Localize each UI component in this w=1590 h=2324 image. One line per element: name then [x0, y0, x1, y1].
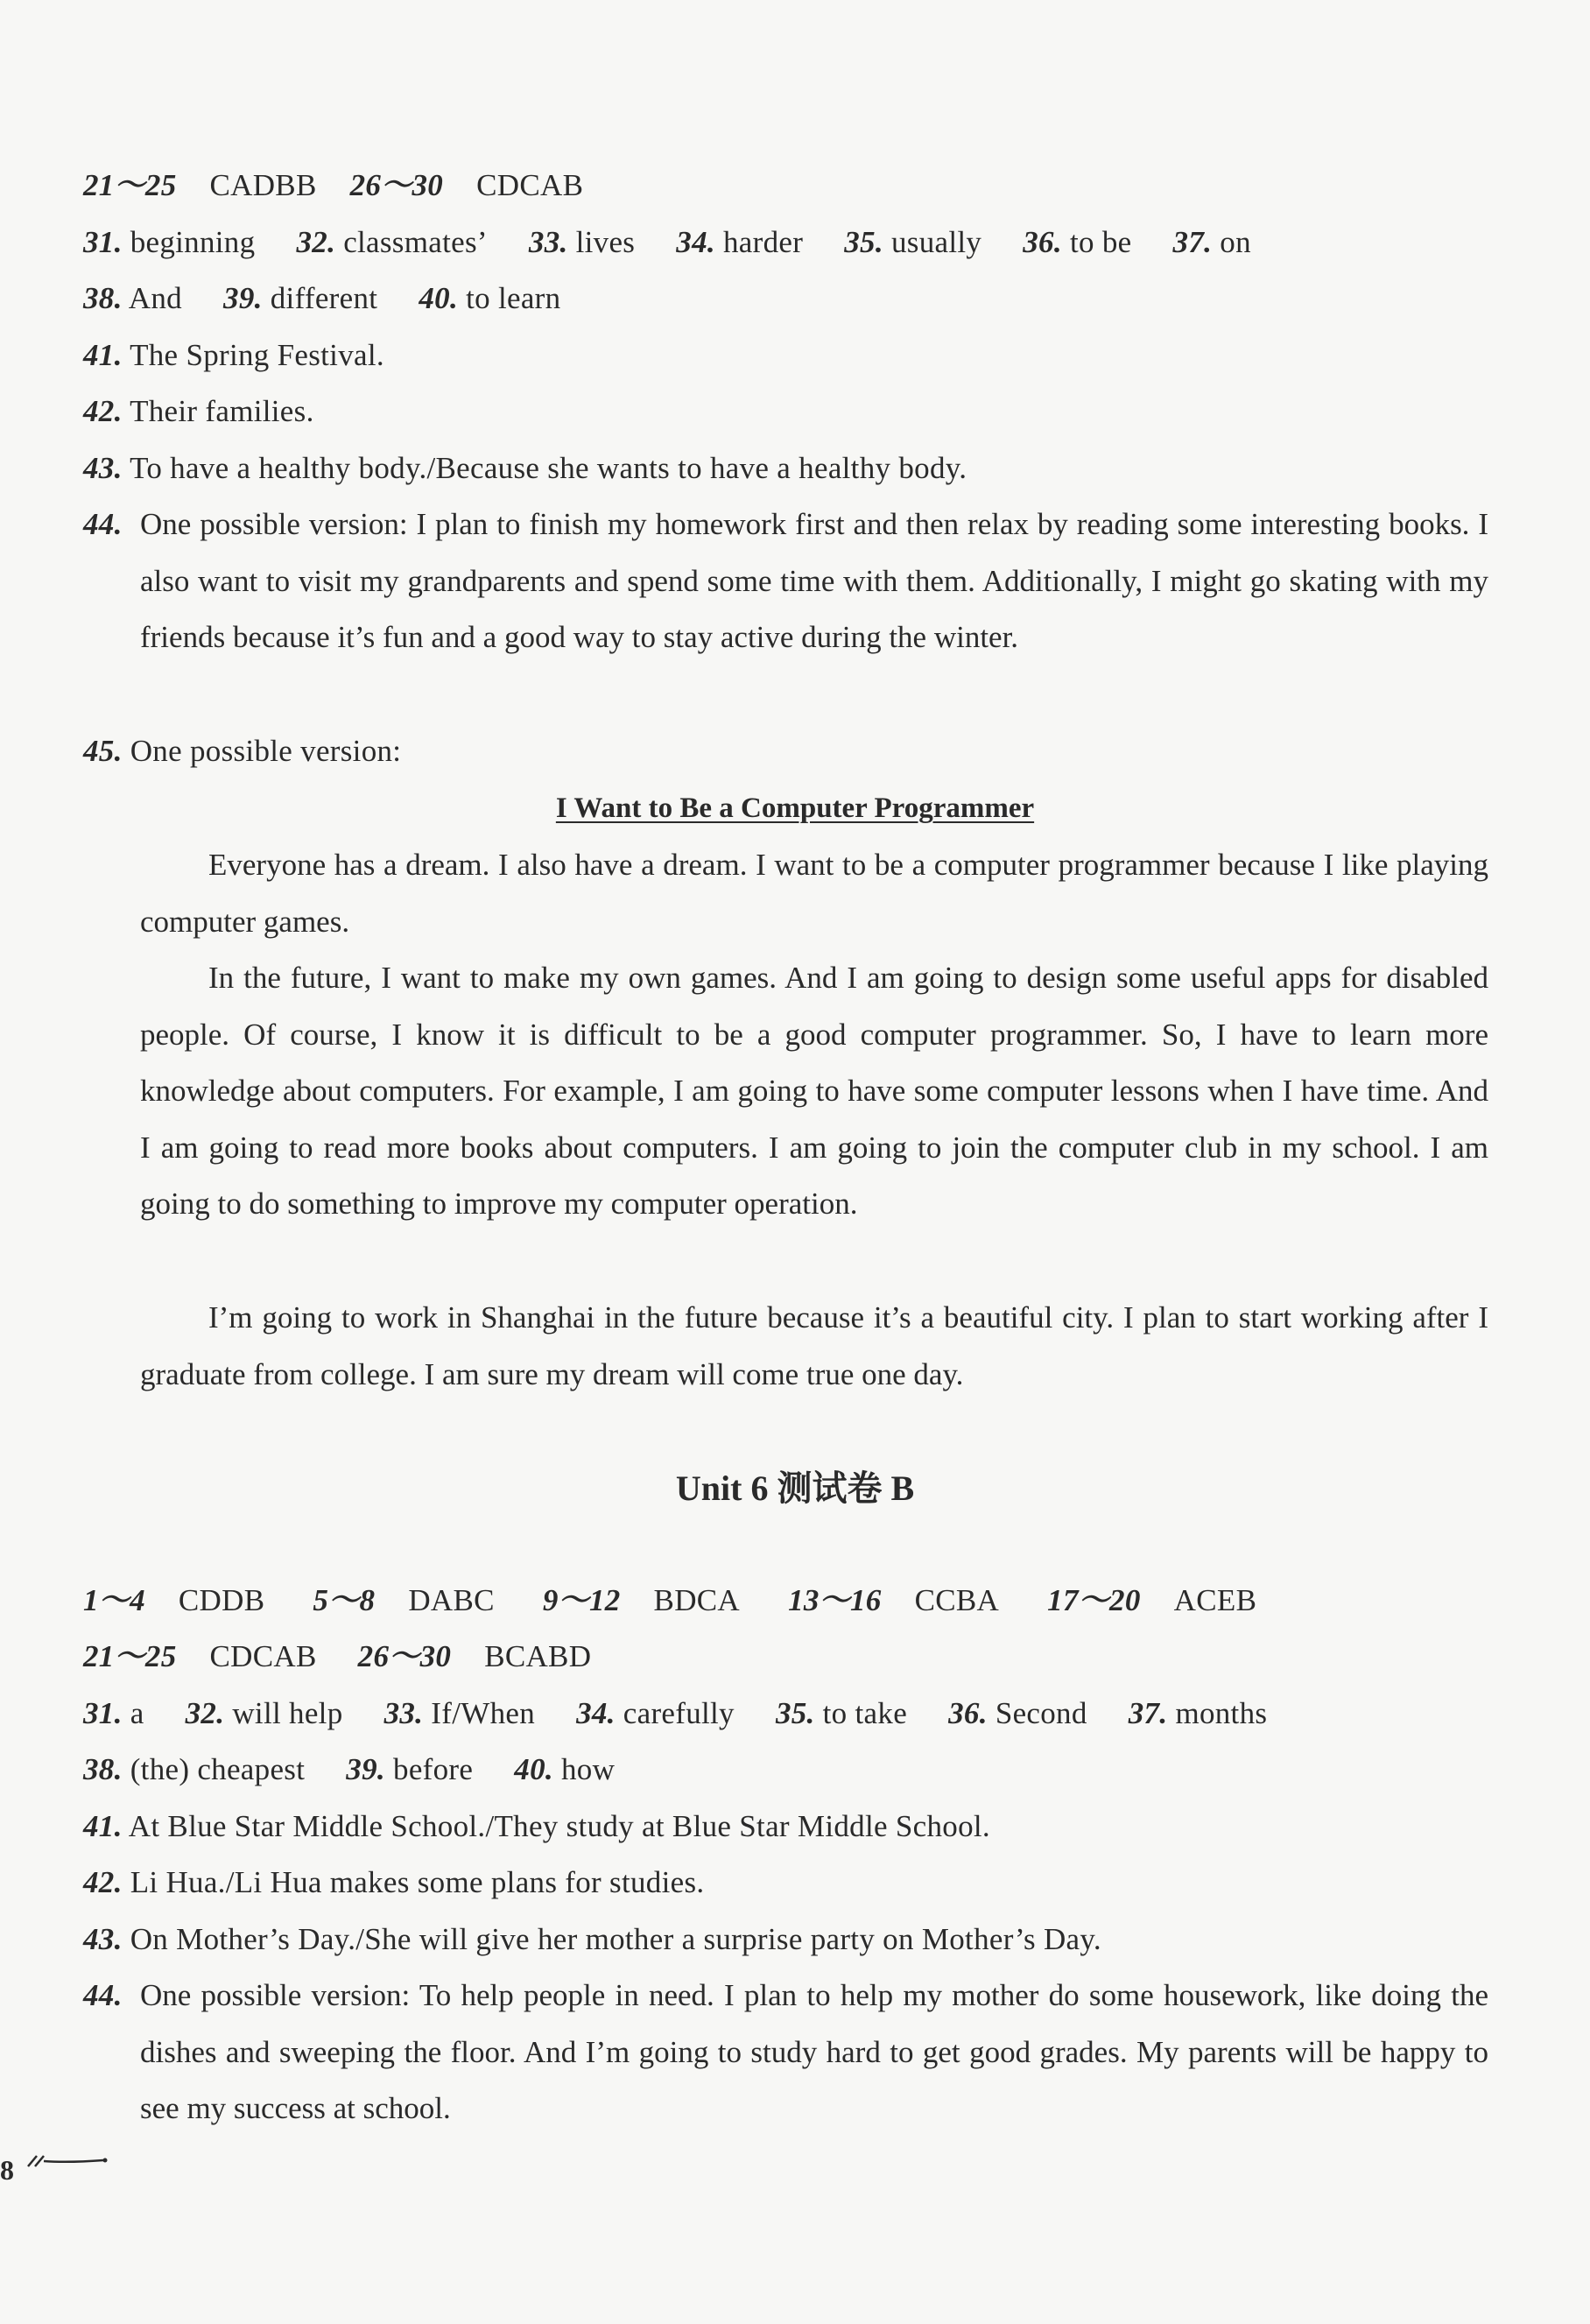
answer-43: 43. To have a healthy body./Because she wants to have a healthy body. — [83, 451, 967, 485]
answer-41-b: 41. At Blue Star Middle School./They study at Blue Star Middle School. — [83, 1809, 990, 1843]
answers-row-31-37: 31. beginning 32. classmates’ 33. lives 34. harder 35. usually 36. to be 37. on — [83, 225, 1251, 259]
answer-44-number: 44. — [83, 507, 123, 541]
answer-45: 45. One possible version: — [83, 734, 402, 768]
footer-decoration-icon — [25, 2147, 112, 2173]
answer-42: 42. Their families. — [83, 394, 314, 428]
answer-44-b-number: 44. — [83, 1978, 123, 2012]
essay-paragraph-1: Everyone has a dream. I also have a dream. I want to be a computer programmer because I like playing computer games. — [140, 848, 1488, 939]
essay-title: I Want to Be a Computer Programmer — [555, 792, 1035, 824]
answers-row-1-20: 1～4 CDDB 5～8 DABC 9～12 BDCA 13～16 CCBA 17～20 ACEB — [83, 1583, 1257, 1617]
answers-row-31-37-b: 31. a 32. will help 33. If/When 34. carefully 35. to take 36. Second 37. months — [83, 1696, 1268, 1730]
answer-44-text: One possible version: I plan to finish my homework first and then relax by reading some interesting books. I also want to visit my grandparents and spend some time with them. Additionally, I might go skating with my friends because it’s fun and a good way to stay active during the winter. — [140, 507, 1488, 654]
page-number: 8 — [0, 2154, 14, 2186]
answer-44-b-text: One possible version: To help people in need. I plan to help my mother do some housework, like doing the dishes and sweeping the floor. And I’m going to study hard to get good grades. My parents will be happy to see my success at school. — [140, 1978, 1488, 2125]
answer-41: 41. The Spring Festival. — [83, 338, 384, 372]
answers-row-38-40: 38. And 39. different 40. to learn — [83, 281, 561, 315]
essay-paragraph-3: I’m going to work in Shanghai in the future because it’s a beautiful city. I plan to start working after I graduate from college. I am sure my dream will come true one day. — [140, 1300, 1488, 1391]
answer-43-b: 43. On Mother’s Day./She will give her mother a surprise party on Mother’s Day. — [83, 1922, 1101, 1956]
answers-row-21-30: 21～25 CADBB 26～30 CDCAB — [83, 168, 584, 202]
answer-42-b: 42. Li Hua./Li Hua makes some plans for studies. — [83, 1865, 705, 1899]
essay-paragraph-2: In the future, I want to make my own games. And I am going to design some useful apps for disabled people. Of course, I know it is difficult to be a good computer programmer. So, I have to learn more knowledge about computers. For example, I am going to have some computer lessons when I have time. And I am going to read more books about computers. I am going to join the computer club in my school. I am going to do something to improve my computer operation. — [140, 961, 1488, 1221]
answers-row-21-30-b: 21～25 CDCAB 26～30 BCABD — [83, 1639, 592, 1673]
unit-title: Unit 6 测试卷 B — [675, 1468, 915, 1508]
answers-row-38-40-b: 38. (the) cheapest 39. before 40. how — [83, 1752, 616, 1786]
